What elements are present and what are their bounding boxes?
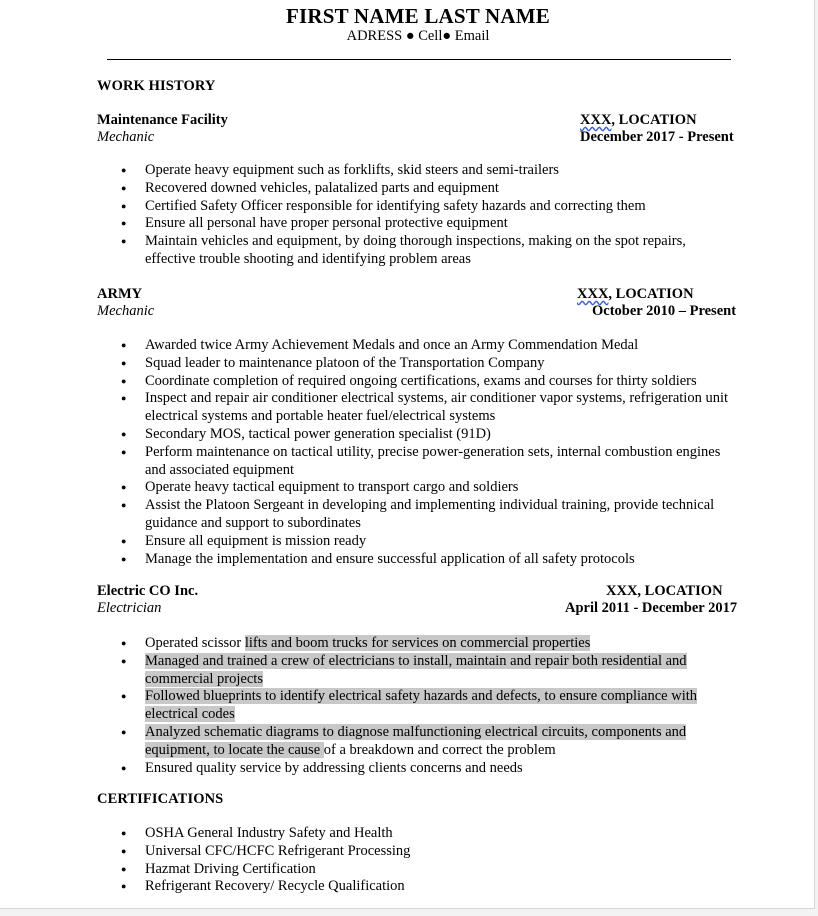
certification-list — [145, 825, 745, 896]
job-organization: Electric CO Inc. — [97, 583, 199, 599]
list-item: ● Squad leader to maintenance platoon of the Transportation Company — [145, 355, 745, 373]
candidate-name: FIRST NAME LAST NAME — [285, 4, 551, 28]
list-item: ● Universal CFC/HCFC Refrigerant Processing — [145, 843, 745, 861]
highlighted-text: Analyzed schematic diagrams to diagnose malfunctioning electrical circuits, components and equipment, to locate the cause — [145, 723, 687, 758]
list-item: ● Ensure all personal have proper personal protective equipment — [145, 215, 745, 233]
bullet-text: Operated scissor — [145, 635, 245, 651]
list-item — [145, 688, 715, 724]
job-role: Electrician — [97, 600, 162, 616]
list-item: ● Manage the implementation and ensure successful application of all safety protocols — [145, 551, 745, 569]
job-bullet-list — [145, 635, 715, 777]
section-heading-work-history: WORK HISTORY — [97, 78, 216, 94]
list-item — [145, 653, 715, 689]
highlighted-text: Followed blueprints to identify electrical safety hazards and defects, to ensure compliance with electrical codes — [145, 688, 698, 723]
list-item: ● Maintain vehicles and equipment, by doing thorough inspections, making on the spot repairs, effective trouble shooting and identifying problem areas — [145, 233, 705, 269]
list-item: ● OSHA General Industry Safety and Health — [145, 825, 745, 843]
list-item: ● Recovered downed vehicles, palatalized parts and equipment — [145, 180, 745, 198]
list-item: ● Inspect and repair air conditioner electrical systems, air conditioner vapor systems, refrigeration unit electrical systems and portable heater fuel/electrical systems — [145, 390, 743, 426]
job-organization: Maintenance Facility — [97, 112, 228, 128]
list-item: ● Hazmat Driving Certification — [145, 861, 745, 879]
job-dates: October 2010 – Present — [592, 303, 737, 319]
list-item: ● Refrigerant Recovery/ Recycle Qualification — [145, 878, 745, 896]
job-bullet-list — [145, 162, 745, 269]
location-placeholder: XXX — [580, 112, 612, 128]
list-item: ● Ensure all equipment is mission ready — [145, 533, 745, 551]
list-item: ● Secondary MOS, tactical power generation specialist (91D) — [145, 426, 745, 444]
location-placeholder: XXX — [577, 286, 609, 302]
bullet-text: of a breakdown and correct the problem — [323, 741, 556, 758]
list-item: ● Assist the Platoon Sergeant in developing and implementing individual training, provide technical guidance and support to subordinates — [145, 497, 735, 533]
list-item: ● Operate heavy equipment such as forklifts, skid steers and semi-trailers — [145, 162, 745, 180]
job-location: XXX, LOCATION — [606, 583, 723, 599]
list-item — [145, 635, 715, 653]
job-dates: December 2017 - Present — [580, 129, 734, 145]
highlighted-text: Managed and trained a crew of electricians to install, maintain and repair both residential and commercial projects — [145, 652, 687, 687]
location-suffix: , LOCATION — [611, 112, 697, 128]
job-role: Mechanic — [97, 303, 155, 319]
header-divider — [107, 59, 731, 60]
list-item: ● Awarded twice Army Achievement Medals and once an Army Commendation Medal — [145, 337, 745, 355]
job-organization: ARMY — [97, 286, 143, 302]
section-heading-certifications: CERTIFICATIONS — [97, 791, 224, 807]
job-location — [577, 286, 694, 303]
list-item: ● Coordinate completion of required ongoing certifications, exams and courses for thirty soldiers — [145, 373, 745, 391]
list-item — [145, 724, 715, 760]
job-dates: April 2011 - December 2017 — [565, 600, 738, 616]
list-item — [145, 760, 715, 778]
job-location — [580, 112, 697, 129]
list-item: ● Certified Safety Officer responsible for identifying safety hazards and correcting them — [145, 198, 745, 216]
location-suffix: , LOCATION — [608, 286, 694, 302]
bullet-text: Ensured quality service by addressing clients concerns and needs — [145, 759, 523, 776]
list-item: ● Operate heavy tactical equipment to transport cargo and soldiers — [145, 479, 745, 497]
job-role: Mechanic — [97, 129, 155, 145]
job-bullet-list — [145, 337, 745, 568]
list-item: ● Perform maintenance on tactical utility, precise power-generation sets, internal combustion engines and associated equipment — [145, 444, 743, 480]
contact-line: ADRESS ● Cell● Email — [346, 28, 490, 44]
highlighted-text: lifts and boom trucks for services on commercial properties — [244, 635, 591, 651]
